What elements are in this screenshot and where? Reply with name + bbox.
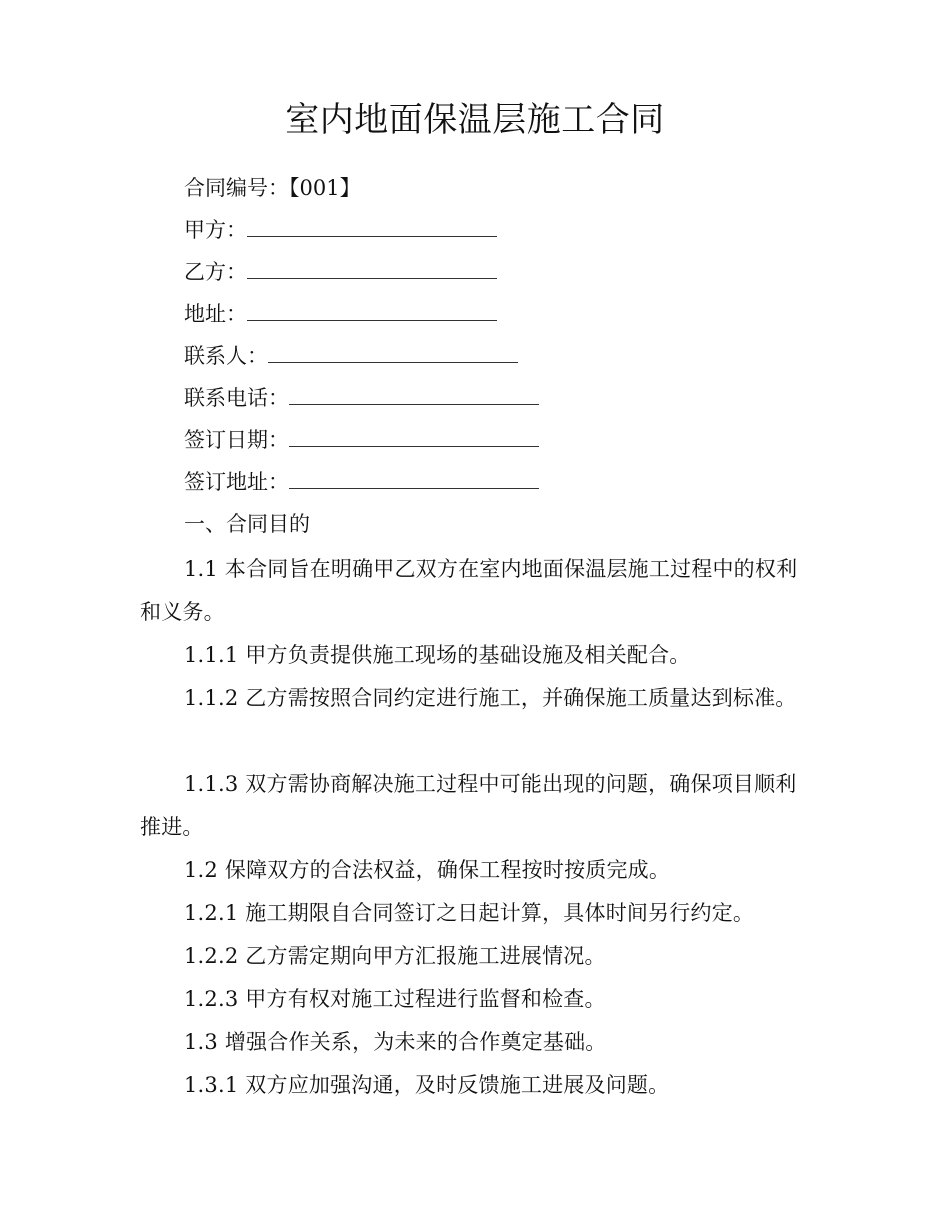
party-a-label: 甲方： [184, 218, 247, 242]
paragraph-1-1-2: 1.1.2 乙方需按照合同约定进行施工，并确保施工质量达到标准。 [184, 686, 797, 710]
signing-address-field [184, 467, 539, 497]
party-b-field [184, 257, 497, 287]
paragraph-1-3: 1.3 增强合作关系，为未来的合作奠定基础。 [184, 1030, 607, 1054]
section-heading: 一、合同目的 [184, 512, 310, 536]
party-b-label: 乙方： [184, 260, 247, 284]
address-blank [247, 300, 497, 321]
contact-person-blank [268, 342, 518, 363]
paragraph-1-1: 1.1 本合同旨在明确甲乙双方在室内地面保温层施工过程中的权利和义务。 [140, 557, 798, 624]
signing-date-label: 签订日期： [184, 428, 289, 452]
paragraph-1-1-1: 1.1.1 甲方负责提供施工现场的基础设施及相关配合。 [184, 643, 691, 667]
contract-number [184, 173, 361, 203]
contact-person-label: 联系人： [184, 344, 268, 368]
paragraph-1-2-3: 1.2.3 甲方有权对施工过程进行监督和检查。 [184, 987, 606, 1011]
address-field [184, 299, 497, 329]
contact-phone-label: 联系电话： [184, 386, 289, 410]
contract-number-label: 合同编号：【001】 [184, 176, 361, 200]
contact-phone-blank [289, 384, 539, 405]
contact-phone-field [184, 383, 539, 413]
paragraph-1-2-2: 1.2.2 乙方需定期向甲方汇报施工进展情况。 [184, 944, 606, 968]
address-label: 地址： [184, 302, 247, 326]
signing-date-blank [289, 426, 539, 447]
contact-person-field [184, 341, 518, 371]
document-title: 室内地面保温层施工合同 [285, 100, 665, 140]
paragraph-1-2-1: 1.2.1 施工期限自合同签订之日起计算，具体时间另行约定。 [184, 901, 755, 925]
party-a-blank [247, 216, 497, 237]
signing-address-blank [289, 468, 539, 489]
party-a-field [184, 215, 497, 245]
paragraph-1-2: 1.2 保障双方的合法权益，确保工程按时按质完成。 [184, 858, 671, 882]
signing-address-label: 签订地址： [184, 470, 289, 494]
party-b-blank [247, 258, 497, 279]
paragraph-1-3-1: 1.3.1 双方应加强沟通，及时反馈施工进展及问题。 [184, 1073, 670, 1097]
paragraph-1-1-3: 1.1.3 双方需协商解决施工过程中可能出现的问题，确保项目顺利推进。 [140, 772, 797, 839]
signing-date-field [184, 425, 539, 455]
